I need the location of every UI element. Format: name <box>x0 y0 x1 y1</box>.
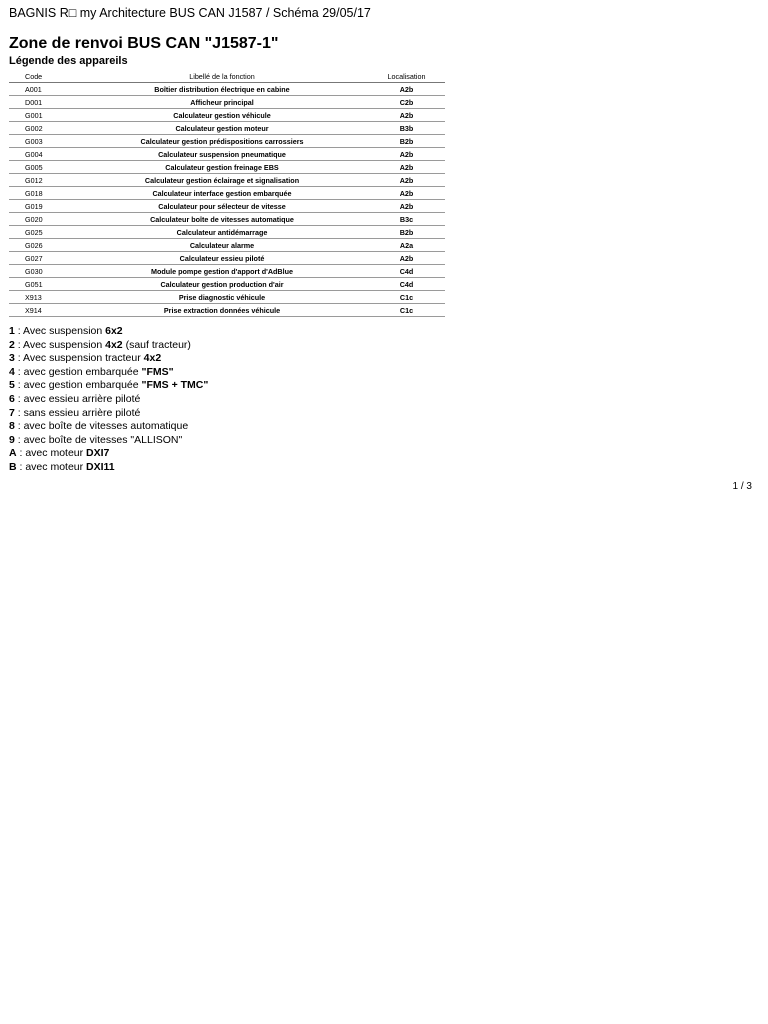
footnote-item <box>9 447 208 461</box>
cell-location: C2b <box>368 96 445 109</box>
footnote-emphasis: 4x2 <box>105 338 123 351</box>
footnote-key: 3 <box>9 352 15 365</box>
section-subtitle: Légende des appareils <box>9 55 128 67</box>
footnote-text: : avec boîte de vitesses automatique <box>14 420 189 433</box>
cell-code: X913 <box>9 291 76 304</box>
cell-location: B2b <box>368 226 445 239</box>
cell-location: A2b <box>368 109 445 122</box>
cell-location: B3b <box>368 122 445 135</box>
column-header-location: Localisation <box>368 70 445 83</box>
footnote-item <box>9 366 208 380</box>
cell-location: C1c <box>368 304 445 317</box>
table-row <box>9 278 445 291</box>
footnote-key: 4 <box>9 365 15 378</box>
table-row <box>9 265 445 278</box>
cell-code: G001 <box>9 109 76 122</box>
cell-code: G030 <box>9 265 76 278</box>
cell-function: Calculateur alarme <box>76 239 368 252</box>
table-row <box>9 83 445 96</box>
cell-function: Boîtier distribution électrique en cabine <box>76 83 368 96</box>
cell-code: G019 <box>9 200 76 213</box>
table-row <box>9 96 445 109</box>
cell-function: Calculateur pour sélecteur de vitesse <box>76 200 368 213</box>
footnote-tail: (sauf tracteur) <box>122 338 191 351</box>
table-header-row <box>9 70 445 83</box>
cell-function: Calculateur suspension pneumatique <box>76 148 368 161</box>
footnote-emphasis: DXI11 <box>86 460 115 473</box>
footnote-emphasis: "FMS + TMC" <box>141 379 209 392</box>
cell-location: C4d <box>368 265 445 278</box>
cell-function: Calculateur boîte de vitesses automatique <box>76 213 368 226</box>
column-header-code: Code <box>9 70 76 83</box>
footnote-text: : avec gestion embarquée <box>14 379 142 392</box>
footnote-item <box>9 434 208 448</box>
cell-code: G003 <box>9 135 76 148</box>
footnote-key: 9 <box>9 433 15 446</box>
footnote-item <box>9 461 208 475</box>
footnote-key: 7 <box>9 406 15 419</box>
footnote-emphasis: DXI7 <box>86 447 110 460</box>
cell-location: A2b <box>368 83 445 96</box>
table-row <box>9 200 445 213</box>
table-row <box>9 135 445 148</box>
footnote-text: : avec boîte de vitesses "ALLISON" <box>14 433 183 446</box>
footnote-item <box>9 325 208 339</box>
table-row <box>9 291 445 304</box>
footnote-emphasis: 4x2 <box>143 352 162 365</box>
cell-location: A2b <box>368 148 445 161</box>
cell-code: G004 <box>9 148 76 161</box>
table-row <box>9 174 445 187</box>
cell-code: G012 <box>9 174 76 187</box>
footnote-item <box>9 393 208 407</box>
cell-location: B3c <box>368 213 445 226</box>
footnote-text: : Avec suspension tracteur <box>14 352 144 365</box>
cell-function: Calculateur antidémarrage <box>76 226 368 239</box>
device-legend-table <box>9 70 445 317</box>
cell-location: A2b <box>368 200 445 213</box>
cell-location: B2b <box>368 135 445 148</box>
page-number: 1 / 3 <box>732 481 752 492</box>
cell-code: G002 <box>9 122 76 135</box>
cell-function: Afficheur principal <box>76 96 368 109</box>
cell-function: Calculateur gestion éclairage et signalisation <box>76 174 368 187</box>
table-row <box>9 122 445 135</box>
footnote-item <box>9 339 208 353</box>
footnote-item <box>9 379 208 393</box>
footnote-text: : avec moteur <box>16 447 87 460</box>
footnote-text: : Avec suspension <box>14 338 106 351</box>
cell-code: D001 <box>9 96 76 109</box>
cell-code: G025 <box>9 226 76 239</box>
table-row <box>9 213 445 226</box>
table-row <box>9 304 445 317</box>
cell-code: A001 <box>9 83 76 96</box>
cell-code: G005 <box>9 161 76 174</box>
cell-code: G027 <box>9 252 76 265</box>
footnote-key: 2 <box>9 338 15 351</box>
page-title: Zone de renvoi BUS CAN "J1587-1" <box>9 35 279 52</box>
footnotes-list <box>9 325 208 475</box>
table-row <box>9 161 445 174</box>
footnote-item <box>9 420 208 434</box>
cell-function: Prise extraction données véhicule <box>76 304 368 317</box>
footnote-text: : Avec suspension <box>14 325 106 337</box>
cell-function: Calculateur gestion freinage EBS <box>76 161 368 174</box>
cell-code: G026 <box>9 239 76 252</box>
cell-function: Calculateur gestion prédispositions carrossiers <box>76 135 368 148</box>
cell-location: A2a <box>368 239 445 252</box>
cell-code: X914 <box>9 304 76 317</box>
footnote-key: 5 <box>9 379 15 392</box>
table-row <box>9 226 445 239</box>
cell-code: G018 <box>9 187 76 200</box>
table-row <box>9 239 445 252</box>
cell-location: C1c <box>368 291 445 304</box>
footnote-emphasis: 6x2 <box>105 325 123 337</box>
footnote-text: : avec essieu arrière piloté <box>14 392 141 405</box>
cell-location: A2b <box>368 252 445 265</box>
document-header: BAGNIS R□ my Architecture BUS CAN J1587 / Schéma 29/05/17 <box>9 6 371 20</box>
cell-location: A2b <box>368 174 445 187</box>
cell-function: Calculateur gestion moteur <box>76 122 368 135</box>
footnote-text: : avec gestion embarquée <box>14 365 142 378</box>
cell-location: A2b <box>368 161 445 174</box>
cell-code: G020 <box>9 213 76 226</box>
cell-function: Calculateur gestion véhicule <box>76 109 368 122</box>
table-row <box>9 187 445 200</box>
footnote-item <box>9 407 208 421</box>
cell-function: Module pompe gestion d'apport d'AdBlue <box>76 265 368 278</box>
table-row <box>9 252 445 265</box>
cell-location: C4d <box>368 278 445 291</box>
footnote-key: A <box>9 447 17 460</box>
cell-function: Calculateur gestion production d'air <box>76 278 368 291</box>
footnote-key: 1 <box>9 325 15 337</box>
table-row <box>9 109 445 122</box>
footnote-text: : avec moteur <box>16 460 87 473</box>
cell-location: A2b <box>368 187 445 200</box>
footnote-key: B <box>9 460 17 473</box>
footnote-key: 6 <box>9 392 15 405</box>
table-body <box>9 83 445 317</box>
column-header-function: Libellé de la fonction <box>76 70 368 83</box>
cell-function: Prise diagnostic véhicule <box>76 291 368 304</box>
footnote-emphasis: "FMS" <box>141 365 174 378</box>
footnote-text: : sans essieu arrière piloté <box>14 406 141 419</box>
footnote-item <box>9 352 208 366</box>
cell-function: Calculateur interface gestion embarquée <box>76 187 368 200</box>
table-row <box>9 148 445 161</box>
cell-code: G051 <box>9 278 76 291</box>
footnote-key: 8 <box>9 420 15 433</box>
cell-function: Calculateur essieu piloté <box>76 252 368 265</box>
